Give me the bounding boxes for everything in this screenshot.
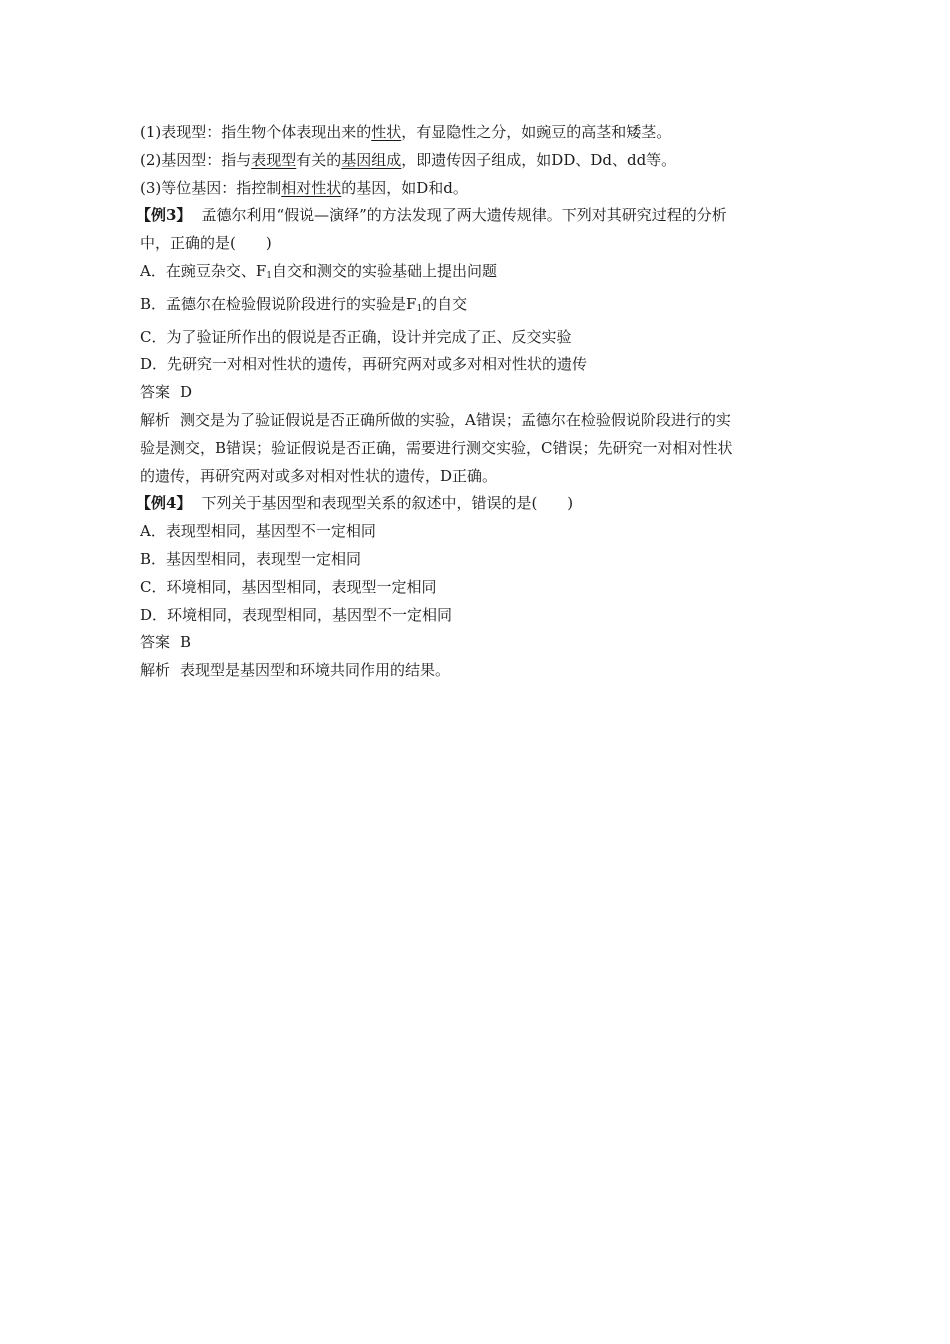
example-3-analysis: 解析 测交是为了验证假说是否正确所做的实验，A错误；孟德尔在检验假说阶段进行的实 (140, 407, 820, 435)
example-4-option-a: A．表现型相同，基因型不一定相同 (140, 522, 376, 541)
answer-value: D (180, 383, 193, 402)
example-4-option-d: D．环境相同，表现型相同，基因型不一定相同 (140, 605, 453, 624)
example-3-stem: 【例3】 孟德尔利用“假说—演绎”的方法发现了两大遗传规律。下列对其研究过程的分析 (136, 206, 727, 225)
example-3-option-c: C．为了验证所作出的假说是否正确，设计并完成了正、反交实验 (140, 327, 572, 346)
example-3-option-d: D．先研究一对相对性状的遗传，再研究两对或多对相对性状的遗传 (140, 355, 588, 374)
example-3-analysis-end: 的遗传，再研究两对或多对相对性状的遗传，D正确。 (140, 466, 498, 485)
definition-phenotype: (1)表现型：指生物个体表现出来的性状，有显隐性之分，如豌豆的高茎和矮茎。 (140, 123, 672, 141)
example-3-stem-cont: 中，正确的是( ) (140, 234, 272, 253)
example-4-option-b: B．基因型相同，表现型一定相同 (140, 549, 362, 568)
example-3-analysis-cont: 验是测交，B错误；验证假说是否正确，需要进行测交实验，C错误；先研究一对相对性状 (140, 438, 733, 457)
example-3-option-a: A．在豌豆杂交、$F_1$自交和测交的实验基础上提出问题 (140, 261, 497, 281)
answer-label: 答案 (140, 383, 171, 402)
example-4-analysis: 解析 表现型是基因型和环境共同作用的结果。 (140, 657, 820, 685)
answer-label: 答案 (140, 633, 171, 652)
example-4-stem: 【例4】 下列关于基因型和表现型关系的叙述中，错误的是( ) (136, 494, 574, 513)
analysis-label: 解析 (140, 410, 171, 429)
answer-value: B (180, 633, 192, 652)
definition-genotype: (2)基因型：指与表现型有关的基因组成，即遗传因子组成，如DD、Dd、dd等。 (140, 150, 677, 169)
example-3-option-b: B．孟德尔在检验假说阶段进行的实验是$F_1$的自交 (140, 294, 468, 314)
example-4-answer (140, 629, 820, 657)
underlined-term: 性状 (371, 123, 402, 141)
document-page (136, 119, 820, 685)
underlined-term: 相对性状 (281, 178, 342, 197)
example-4-option-c: C．环境相同，基因型相同，表现型一定相同 (140, 577, 437, 596)
underlined-term: 表现型 (251, 150, 297, 169)
example-3-answer (140, 379, 820, 407)
example-4-tag: 【例4】 (136, 494, 192, 513)
example-3-tag: 【例3】 (136, 206, 192, 225)
analysis-label: 解析 (140, 661, 171, 680)
underlined-term: 基因组成 (341, 150, 402, 169)
definition-allele: (3)等位基因：指控制相对性状的基因，如D和d。 (140, 178, 468, 197)
